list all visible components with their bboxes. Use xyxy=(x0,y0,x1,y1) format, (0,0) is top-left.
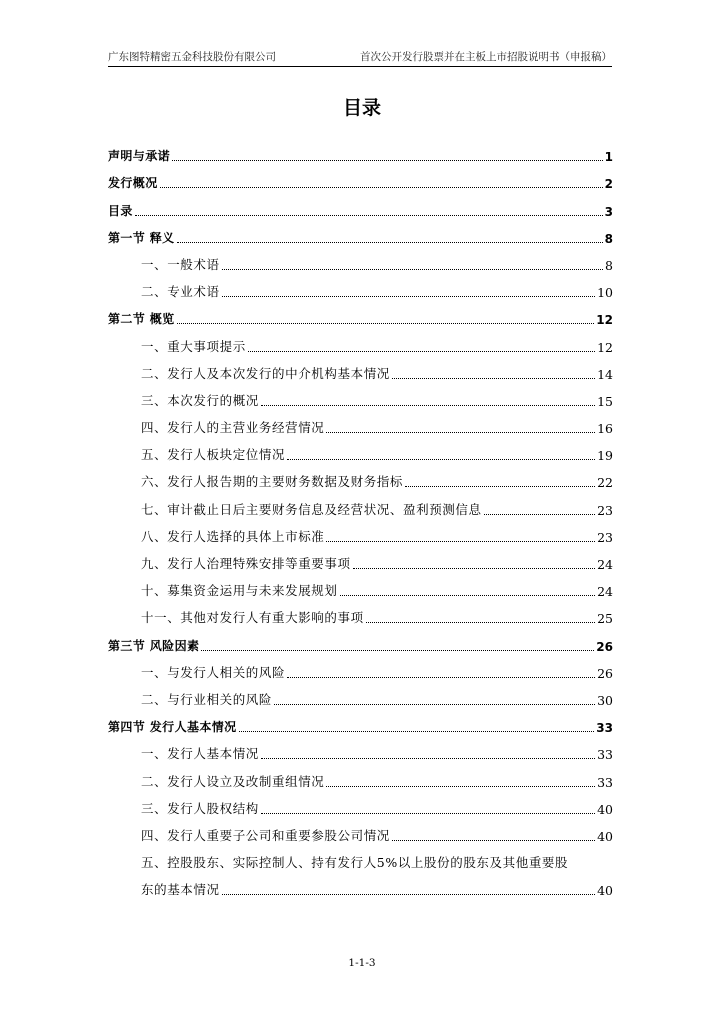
toc-chapter-entry[interactable] xyxy=(108,165,613,192)
toc-section-entry[interactable] xyxy=(108,410,613,437)
toc-dot-leader xyxy=(326,785,595,787)
toc-section-entry[interactable] xyxy=(108,573,613,600)
toc-section-entry[interactable] xyxy=(108,519,613,546)
toc-entry-label: 四、发行人的主营业务经营情况 xyxy=(141,420,325,436)
toc-entry-label: 目录 xyxy=(108,203,133,218)
toc-entry-page: 3 xyxy=(604,204,613,219)
toc-dot-leader xyxy=(261,404,595,406)
toc-section-entry[interactable] xyxy=(108,736,613,763)
toc-entry-page: 14 xyxy=(597,366,613,382)
page-title: 目录 xyxy=(342,97,381,119)
toc-entry-page: 12 xyxy=(597,339,613,355)
toc-dot-leader xyxy=(353,567,595,569)
toc-entry-label: 东的基本情况 xyxy=(141,882,220,898)
toc-entry-label: 第二节 概览 xyxy=(108,312,175,327)
toc-dot-leader xyxy=(160,186,603,188)
toc-dot-leader xyxy=(135,214,603,216)
toc-entry-label: 十一、其他对发行人有重大影响的事项 xyxy=(141,610,364,626)
toc-entry-page: 30 xyxy=(597,692,613,708)
toc-dot-leader xyxy=(326,540,595,542)
toc-chapter-entry[interactable] xyxy=(108,138,613,165)
toc-entry-page: 2 xyxy=(604,177,613,192)
header-company: 广东图特精密五金科技股份有限公司 xyxy=(108,51,276,63)
toc-entry-label: 一、发行人基本情况 xyxy=(141,746,259,762)
toc-section-entry[interactable] xyxy=(108,872,613,899)
toc-entry-page: 33 xyxy=(597,747,613,763)
toc-dot-leader xyxy=(201,649,594,651)
toc-dot-leader xyxy=(326,431,595,433)
toc-section-entry[interactable] xyxy=(108,464,613,491)
toc-section-entry[interactable] xyxy=(108,437,613,464)
toc-entry-label: 二、发行人设立及改制重组情况 xyxy=(141,773,325,789)
toc-entry-page: 22 xyxy=(597,475,613,491)
toc-entry-page: 33 xyxy=(597,774,613,790)
page-header xyxy=(108,50,612,67)
toc-dot-leader xyxy=(261,757,595,759)
toc-chapter-entry[interactable] xyxy=(108,709,613,736)
toc-entry-page: 19 xyxy=(597,448,613,464)
toc-entry-label: 发行概况 xyxy=(108,176,158,191)
toc-chapter-entry[interactable] xyxy=(108,627,613,654)
toc-entry-page: 1 xyxy=(604,150,613,165)
toc-dot-leader xyxy=(287,676,595,678)
toc-section-entry[interactable] xyxy=(108,383,613,410)
toc-section-entry[interactable] xyxy=(108,600,613,627)
toc-section-entry[interactable] xyxy=(108,247,613,274)
toc-entry-page: 8 xyxy=(604,231,613,246)
toc-dot-leader xyxy=(287,458,595,460)
toc-section-entry[interactable] xyxy=(108,845,613,872)
toc-entry-label: 五、控股股东、实际控制人、持有发行人5%以上股份的股东及其他重要股 xyxy=(141,855,569,871)
toc-entry-label: 四、发行人重要子公司和重要参股公司情况 xyxy=(141,827,390,843)
toc-section-entry[interactable] xyxy=(108,655,613,682)
toc-entry-page: 26 xyxy=(596,639,613,654)
toc-dot-leader xyxy=(222,268,603,270)
toc-entry-label: 一、一般术语 xyxy=(141,256,220,272)
toc-section-entry[interactable] xyxy=(108,818,613,845)
toc-section-entry[interactable] xyxy=(108,491,613,518)
toc-entry-page: 24 xyxy=(597,584,613,600)
toc-entry-label: 第三节 风险因素 xyxy=(108,638,200,653)
toc-entry-label: 三、本次发行的概况 xyxy=(141,392,259,408)
toc-entry-page: 15 xyxy=(597,393,613,409)
toc-entry-label: 声明与承诺 xyxy=(108,149,171,164)
header-document-title: 首次公开发行股票并在主板上市招股说明书（申报稿） xyxy=(360,51,612,63)
toc-section-entry[interactable] xyxy=(108,682,613,709)
toc-dot-leader xyxy=(484,513,595,515)
toc-chapter-entry[interactable] xyxy=(108,301,613,328)
toc-section-entry[interactable] xyxy=(108,328,613,355)
toc-dot-leader xyxy=(239,730,595,732)
toc-entry-label: 二、发行人及本次发行的中介机构基本情况 xyxy=(141,365,390,381)
toc-entry-page: 26 xyxy=(597,665,613,681)
toc-entry-page: 33 xyxy=(596,721,613,736)
toc-dot-leader xyxy=(340,594,596,596)
toc-section-entry[interactable] xyxy=(108,546,613,573)
toc-dot-leader xyxy=(366,621,595,623)
toc-entry-page: 40 xyxy=(597,801,613,817)
toc-entry-label: 一、与发行人相关的风险 xyxy=(141,664,286,680)
toc-chapter-entry[interactable] xyxy=(108,220,613,247)
toc-entry-label: 第一节 释义 xyxy=(108,230,175,245)
table-of-contents xyxy=(108,138,613,899)
toc-section-entry[interactable] xyxy=(108,763,613,790)
toc-dot-leader xyxy=(392,377,595,379)
toc-entry-label: 二、与行业相关的风险 xyxy=(141,691,273,707)
toc-section-entry[interactable] xyxy=(108,356,613,383)
toc-entry-page: 40 xyxy=(597,828,613,844)
toc-entry-label: 一、重大事项提示 xyxy=(141,338,246,354)
toc-dot-leader xyxy=(222,295,595,297)
toc-entry-label: 三、发行人股权结构 xyxy=(141,800,259,816)
toc-dot-leader xyxy=(177,322,595,324)
toc-entry-label: 七、审计截止日后主要财务信息及经营状况、盈利预测信息 xyxy=(141,501,482,517)
toc-dot-leader xyxy=(392,839,595,841)
toc-dot-leader xyxy=(172,159,603,161)
toc-entry-page: 10 xyxy=(597,285,613,301)
toc-entry-page: 12 xyxy=(596,313,613,328)
toc-entry-page: 16 xyxy=(597,421,613,437)
toc-dot-leader xyxy=(261,812,595,814)
toc-entry-page: 23 xyxy=(597,502,613,518)
toc-dot-leader xyxy=(274,703,595,705)
toc-entry-page: 24 xyxy=(597,557,613,572)
toc-dot-leader xyxy=(248,350,595,352)
toc-chapter-entry[interactable] xyxy=(108,192,613,219)
toc-entry-label: 二、专业术语 xyxy=(141,284,220,300)
toc-section-entry[interactable] xyxy=(108,274,613,301)
toc-entry-page: 23 xyxy=(597,529,613,545)
page-number: 1-1-3 xyxy=(348,957,376,969)
toc-entry-label: 五、发行人板块定位情况 xyxy=(141,447,286,463)
toc-entry-label: 六、发行人报告期的主要财务数据及财务指标 xyxy=(141,474,404,490)
toc-dot-leader xyxy=(177,241,603,243)
toc-entry-label: 九、发行人治理特殊安排等重要事项 xyxy=(141,556,351,571)
toc-entry-label: 十、募集资金运用与未来发展规划 xyxy=(141,583,338,599)
toc-entry-label: 八、发行人选择的具体上市标准 xyxy=(141,528,325,544)
toc-dot-leader xyxy=(405,485,595,487)
toc-entry-page: 25 xyxy=(597,611,613,627)
toc-entry-label: 第四节 发行人基本情况 xyxy=(108,720,237,735)
toc-dot-leader xyxy=(222,893,595,895)
toc-section-entry[interactable] xyxy=(108,791,613,818)
toc-entry-page: 8 xyxy=(605,257,613,273)
toc-entry-page: 40 xyxy=(597,883,613,899)
